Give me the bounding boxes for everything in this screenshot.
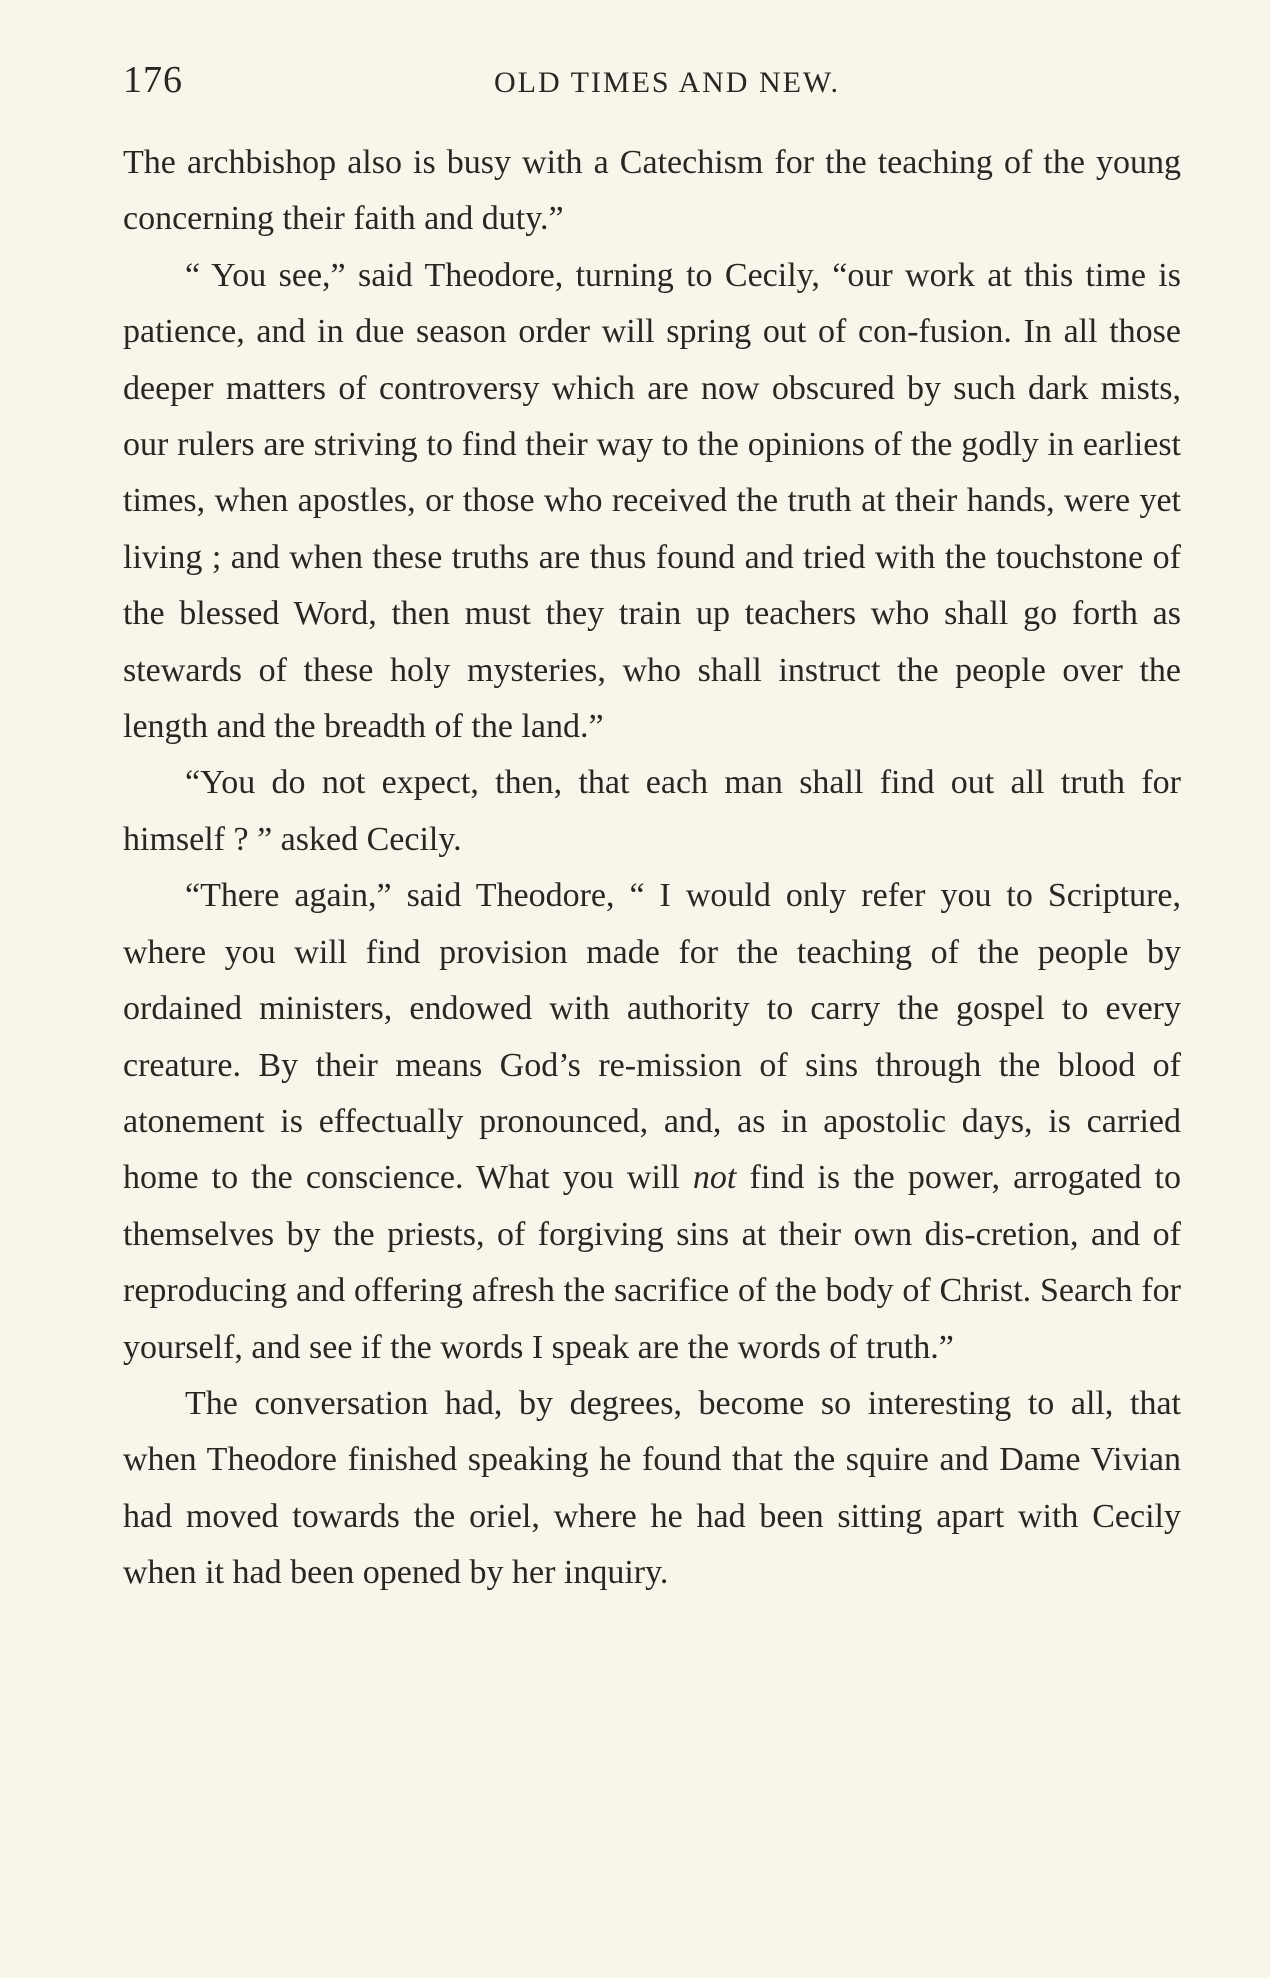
emphasis-not: not (692, 1159, 737, 1197)
page-number: 176 (123, 59, 183, 101)
paragraph-4 (123, 868, 1181, 1376)
paragraph-3: “You do not expect, then, that each man shall find out all truth for himself ? ” asked Cecily. (123, 764, 1181, 858)
paragraph-4-part-2: find is the power, arrogated to themselves by the priests, of forgiving sins at their own dis-cretion, and of reproducing and offering afresh the sacrifice of the body of Christ. Search for yourself, and see if the words I speak are the words of truth.” (123, 1159, 1182, 1366)
running-title: OLD TIMES AND NEW. (493, 66, 840, 99)
paragraph-1: The archbishop also is busy with a Catechism for the teaching of the young concerning their faith and duty.” (123, 144, 1181, 238)
running-head (123, 52, 1181, 104)
paragraph-2: “ You see,” said Theodore, turning to Cecily, “our work at this time is patience, and in due season order will spring out of con-fusion. In all those deeper matters of controversy which are now obscured by such dark mists, our rulers are striving to find their way to the opinions of the godly in earliest times, when apostles, or those who received the truth at their hands, were yet living ; and when these truths are thus found and tried with the touchstone of the blessed Word, then must they train up teachers who shall go forth as stewards of these holy mysteries, who shall instruct the people over the length and the breadth of the land.” (123, 256, 1181, 746)
paragraph-5: The conversation had, by degrees, become so interesting to all, that when Theodore finished speaking he found that the squire and Dame Vivian had moved towards the oriel, where he had been sitting apart with Cecily when it had been opened by her inquiry. (123, 1384, 1181, 1592)
paragraph-4-part-1: “There again,” said Theodore, “ I would only refer you to Scripture, where you will find provision made for the teaching of the people by ordained ministers, endowed with authority to carry the gospel to every creature. By their means God’s re-mission of sins through the blood of atonement is effectually pronounced, and, as in apostolic days, is carried home to the conscience. What you will (123, 877, 1181, 1197)
text-body (123, 135, 1181, 1602)
